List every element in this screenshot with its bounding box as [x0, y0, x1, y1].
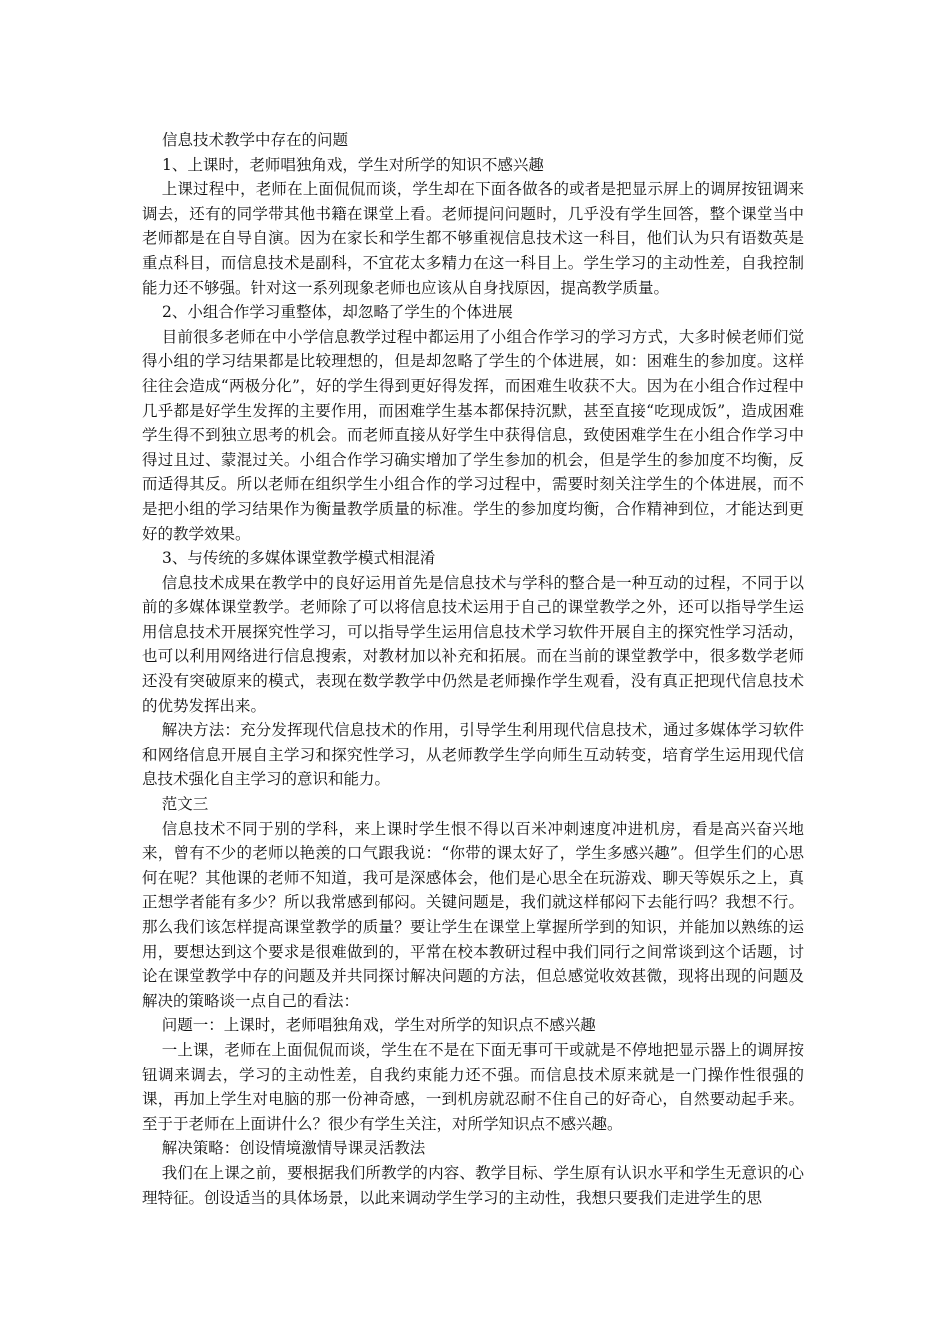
- body-paragraph: 信息技术不同于别的学科，来上课时学生恨不得以百米冲刺速度冲进机房，看是高兴奋兴地来，曾有不少的老师以艳羡的口气跟我说：“你带的课太好了，学生多感兴趣”。但学生们的心思何在呢？其他课的老师不知道，我可是深感体会，他们是心思全在玩游戏、聊天等娱乐之上，真正想学者能有多少？所以我常感到郁闷。关键问题是，我们就这样郁闷下去能行吗？我想不行。那么我们该怎样提高课堂教学的质量？要让学生在课堂上掌握所学到的知识，并能加以熟练的运用，要想达到这个要求是很难做到的，平常在校本教研过程中我们同行之间常谈到这个话题，讨论在课堂教学中存的问题及并共同探讨解决问题的方法，但总感觉收效甚微，现将出现的问题及解决的策略谈一点自己的看法：: [142, 819, 804, 1010]
- body-paragraph: 上课过程中，老师在上面侃侃而谈，学生却在下面各做各的或者是把显示屏上的调屏按钮调来调去，还有的同学带其他书籍在课堂上看。老师提问问题时，几乎没有学生回答，整个课堂当中老师都是在自导自演。因为在家长和学生都不够重视信息技术这一科目，他们认为只有语数英是重点科目，而信息技术是副科，不宜花太多精力在这一科目上。学生学习的主动性差，自我控制能力还不够强。针对这一系列现象老师也应该从自身找原因，提高教学质量。: [142, 180, 804, 297]
- body-paragraph: 我们在上课之前，要根据我们所教学的内容、教学目标、学生原有认识水平和学生无意识的心理特征。创设适当的具体场景，以此来调动学生学习的主动性，我想只要我们走进学生的思: [142, 1163, 804, 1207]
- sample-essay-label: 范文三: [161, 795, 209, 814]
- document-page: [142, 128, 804, 1210]
- section-heading-3: 3、与传统的多媒体课堂教学模式相混淆: [162, 549, 436, 568]
- body-paragraph: 信息技术成果在教学中的良好运用首先是信息技术与学科的整合是一种互动的过程，不同于以前的多媒体课堂教学。老师除了可以将信息技术运用于自己的课堂教学之外，还可以指导学生运用信息技术开展探究性学习，可以指导学生运用信息技术学习软件开展自主的探究性学习活动，也可以利用网络进行信息搜索，对教材加以补充和拓展。而在当前的课堂教学中，很多数学老师还没有突破原来的模式，表现在数学教学中仍然是老师操作学生观看，没有真正把现代信息技术的优势发挥出来。: [142, 573, 804, 715]
- strategy-heading: 解决策略：创设情境激情导课灵活教法: [161, 1139, 426, 1158]
- section-heading-1: 1、上课时，老师唱独角戏，学生对所学的知识不感兴趣: [162, 155, 544, 174]
- body-paragraph: 目前很多老师在中小学信息教学过程中都运用了小组合作学习的学习方式，大多时候老师们觉得小组的学习结果都是比较理想的，但是却忽略了学生的个体进展，如：困难生的参加度。这样往往会造成“两极分化”，好的学生得到更好得发挥，而困难生收获不大。因为在小组合作过程中几乎都是好学生发挥的主要作用，而困难学生基本都保持沉默，甚至直接“吃现成饭”，造成困难学生得不到独立思考的机会。而老师直接从好学生中获得信息，致使困难学生在小组合作学习中得过且过、蒙混过关。小组合作学习确实增加了学生参加的机会，但是学生的参加度不均衡，反而适得其反。所以老师在组织学生小组合作的学习过程中，需要时刻关注学生的个体进展，而不是把小组的学习结果作为衡量教学质量的标准。学生的参加度均衡，合作精神到位，才能达到更好的教学效果。: [142, 327, 804, 543]
- document-title: 信息技术教学中存在的问题: [162, 131, 349, 149]
- section-heading-2: 2、小组合作学习重整体，却忽略了学生的个体进展: [162, 303, 513, 322]
- solution-paragraph: 解决方法：充分发挥现代信息技术的作用，引导学生利用现代信息技术，通过多媒体学习软件和网络信息开展自主学习和探究性学习，从老师教学生学向师生互动转变，培育学生运用现代信息技术强化自主学习的意识和能力。: [142, 721, 804, 789]
- body-paragraph: 一上课，老师在上面侃侃而谈，学生在不是在下面无事可干或就是不停地把显示器上的调屏按钮调来调去，学习的主动性差，自我约束能力还不强。而信息技术原来就是一门操作性很强的课，再加上学生对电脑的那一份神奇感，一到机房就忍耐不住自己的好奇心，自然要动起手来。至于于老师在上面讲什么？很少有学生关注，对所学知识点不感兴趣。: [142, 1040, 804, 1133]
- problem-one-heading: 问题一：上课时，老师唱独角戏，学生对所学的知识点不感兴趣: [161, 1016, 596, 1035]
